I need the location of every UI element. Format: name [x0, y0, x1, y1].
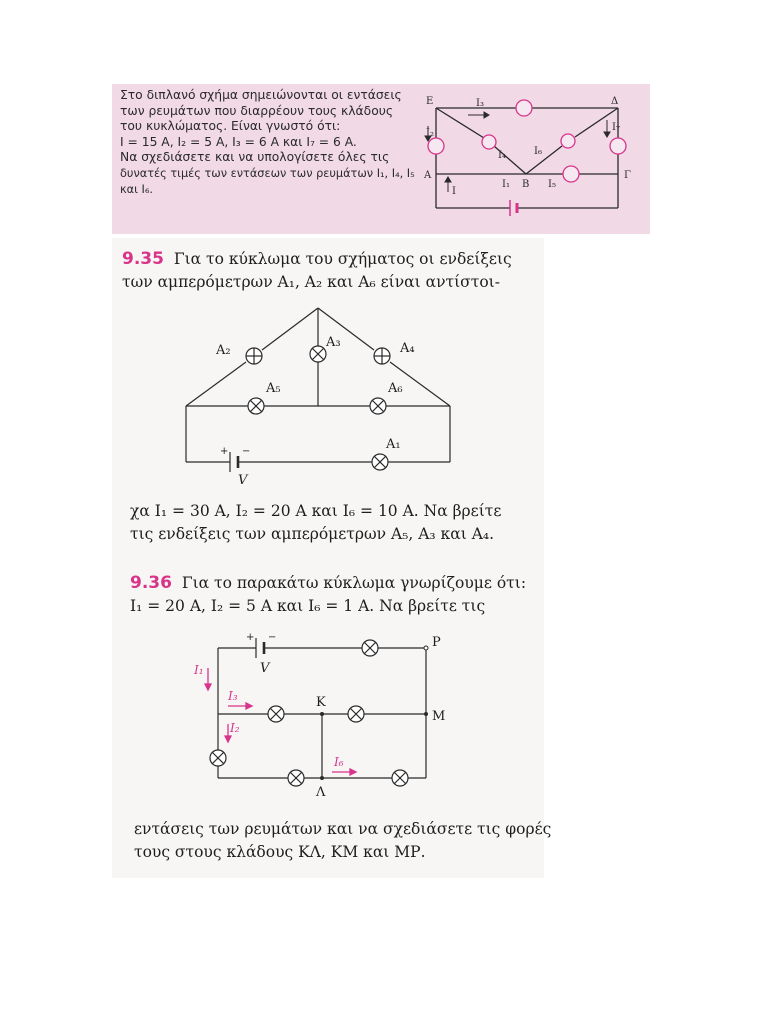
problem-34-line: I = 15 A, I₂ = 5 A, I₃ = 6 A και I₇ = 6 A. — [120, 134, 357, 149]
problem-36-outro-line1: εντάσεις των ρευμάτων και να σχεδιάσετε τις φορές — [134, 820, 552, 838]
problem-35-intro-line1: Για το κύκλωμα του σχήματος οι ενδείξεις — [173, 250, 512, 268]
current-I-label: I — [452, 186, 456, 197]
current-I6-label: I₆ — [334, 755, 344, 769]
problem-34-line: δυνατές τιμές των εντάσεων των ρευμάτων I₁, I₄, I₅ — [120, 166, 415, 180]
problem-34-line: Να σχεδιάσετε και να υπολογίσετε όλες τις — [120, 150, 390, 165]
circuit-diagram-34 — [418, 88, 648, 223]
node-D-label: Δ — [611, 96, 619, 107]
node-A-label: Α — [424, 170, 432, 181]
problem-35-number: 9.35 — [122, 249, 164, 269]
node-M-label: Μ — [432, 709, 446, 724]
current-I2-label: I₂ — [230, 721, 240, 735]
node-G-label: Γ — [624, 170, 631, 181]
circuit-diagram-35 — [176, 300, 466, 490]
problem-36-intro — [130, 572, 526, 618]
battery-V-label: V — [260, 661, 270, 676]
problem-35-intro-line2: των αμπερόμετρων A₁, A₂ και A₆ είναι αντίστοι- — [122, 273, 500, 291]
ammeter-A2-label: A₂ — [216, 343, 231, 358]
current-I2-label: I₂ — [426, 128, 434, 139]
problem-34-line: και I₆. — [120, 182, 153, 196]
current-I6-label: I₆ — [534, 146, 542, 157]
battery-V-label: V — [238, 473, 248, 488]
problem-34-line: Στο διπλανό σχήμα σημειώνονται οι εντάσεις — [120, 88, 402, 102]
battery-plus-label: + — [246, 632, 255, 643]
ammeter-A6-label: A₆ — [388, 381, 403, 396]
node-P-label: Ρ — [432, 635, 441, 650]
problem-34-text — [120, 88, 420, 197]
problem-36-outro-line2: τους στους κλάδους ΚΛ, ΚΜ και ΜΡ. — [134, 843, 426, 861]
problem-35-intro — [122, 248, 512, 294]
current-I3-label: I₃ — [476, 98, 484, 109]
current-I7-label: I₇ — [612, 122, 620, 133]
problem-34-line: του κυκλώματος. Είναι γνωστό ότι: — [120, 119, 341, 134]
battery-minus-label: − — [268, 632, 277, 643]
ammeter-A4-label: A₄ — [400, 341, 415, 356]
current-I1-label: I₁ — [502, 179, 510, 190]
ammeter-A1-label: A₁ — [386, 437, 401, 452]
problem-36-outro — [134, 818, 551, 864]
problem-35-outro — [130, 500, 501, 546]
ammeter-A3-label: A₃ — [326, 335, 341, 350]
node-B-label: Β — [522, 179, 530, 190]
problem-35-outro-line2: τις ενδείξεις των αμπερόμετρων A₅, A₃ και A₄. — [130, 525, 495, 543]
problem-36-number: 9.36 — [130, 573, 172, 593]
node-L-label: Λ — [316, 785, 326, 800]
circuit-diagram-36 — [190, 628, 460, 808]
node-E-label: Ε — [426, 96, 434, 107]
problem-36-intro-line1: Για το παρακάτω κύκλωμα γνωρίζουμε ότι: — [181, 574, 527, 592]
current-I1-label: I₁ — [194, 663, 204, 677]
current-I4-label: I₄ — [498, 150, 506, 161]
node-K-label: Κ — [316, 695, 326, 710]
battery-plus-label: + — [220, 446, 229, 457]
battery-minus-label: − — [242, 446, 251, 457]
problem-34-line: των ρευμάτων που διαρρέουν τους κλάδους — [120, 103, 394, 118]
current-I3-label: I₃ — [228, 689, 238, 703]
problem-36-intro-line2: I₁ = 20 A, I₂ = 5 A και I₆ = 1 A. Να βρείτε τις — [130, 597, 486, 615]
problem-35-outro-line1: χα I₁ = 30 A, I₂ = 20 A και I₆ = 10 A. Να βρείτε — [130, 502, 502, 520]
ammeter-A5-label: A₅ — [266, 381, 281, 396]
current-I5-label: I₅ — [548, 179, 556, 190]
